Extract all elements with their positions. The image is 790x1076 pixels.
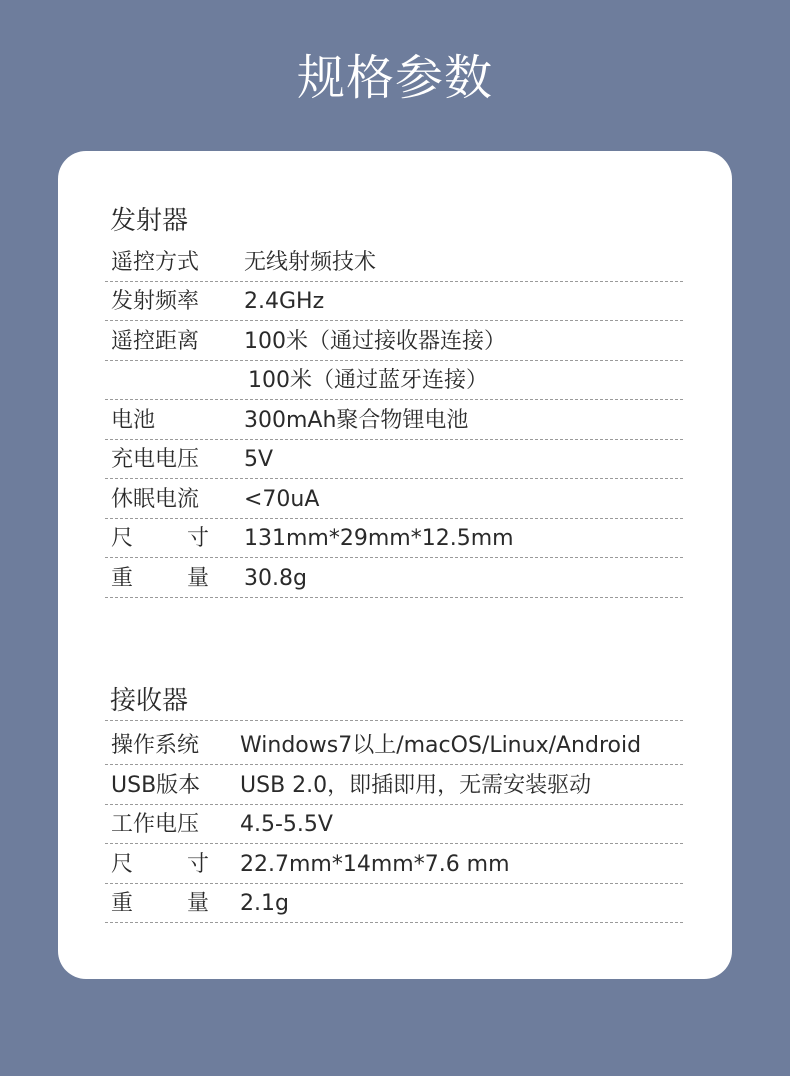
spec-label: 充电电压	[111, 447, 200, 472]
spec-label-char: 尺	[111, 526, 134, 551]
table-row	[105, 400, 683, 440]
spec-label-char: 重	[111, 891, 134, 916]
table-row	[105, 361, 683, 401]
spec-label-char: 寸	[186, 526, 209, 551]
spec-value: 无线射频技术	[244, 249, 377, 275]
spec-label: 遥控距离	[111, 328, 200, 354]
spec-value: USB 2.0，即插即用，无需安装驱动	[240, 772, 592, 798]
table-row	[105, 479, 683, 519]
spec-label: 发射频率	[111, 289, 200, 314]
spec-label-char: 量	[186, 891, 209, 916]
spec-value: 100米（通过蓝牙连接）	[248, 368, 488, 393]
table-row	[105, 844, 683, 884]
table-row	[105, 321, 683, 361]
spec-label: 电池	[111, 407, 156, 433]
spec-value: 300mAh聚合物锂电池	[244, 407, 469, 433]
table-row	[105, 440, 683, 480]
spec-label-char: 尺	[111, 851, 134, 877]
spec-label: 遥控方式	[111, 249, 200, 275]
transmitter-spec-table	[105, 242, 683, 598]
spec-label	[111, 889, 209, 919]
spec-value: 22.7mm*14mm*7.6 mm	[240, 851, 510, 877]
spec-label: USB版本	[111, 772, 201, 798]
spec-value: 131mm*29mm*12.5mm	[244, 526, 514, 551]
spec-value: Windows7以上/macOS/Linux/Android	[240, 733, 642, 758]
table-row	[105, 765, 683, 805]
spec-label-char: 量	[186, 565, 209, 591]
spec-value: 30.8g	[244, 565, 307, 591]
table-row	[105, 805, 683, 845]
spec-label: 休眠电流	[111, 486, 200, 512]
spec-label	[111, 850, 209, 880]
spec-value: 5V	[244, 447, 274, 472]
spec-value: 2.1g	[240, 891, 289, 916]
spec-value: 100米（通过接收器连接）	[244, 328, 506, 354]
spec-label: 操作系统	[111, 733, 200, 758]
table-row	[105, 242, 683, 282]
spec-label	[111, 524, 209, 554]
page-title: 规格参数	[296, 50, 493, 106]
spec-label-char: 寸	[186, 851, 209, 877]
spec-label: 工作电压	[111, 812, 200, 837]
spec-card	[58, 151, 732, 979]
table-row	[105, 519, 683, 559]
spec-label	[111, 564, 209, 594]
transmitter-heading: 发射器	[110, 206, 189, 236]
table-row	[105, 558, 683, 598]
receiver-heading: 接收器	[110, 686, 189, 716]
receiver-spec-table	[105, 720, 683, 923]
table-row	[105, 884, 683, 924]
spec-value: 2.4GHz	[244, 289, 325, 314]
spec-label-char: 重	[111, 565, 134, 591]
table-row	[105, 721, 683, 765]
table-row	[105, 282, 683, 322]
spec-value: <70uA	[244, 486, 320, 512]
spec-value: 4.5-5.5V	[240, 812, 333, 837]
